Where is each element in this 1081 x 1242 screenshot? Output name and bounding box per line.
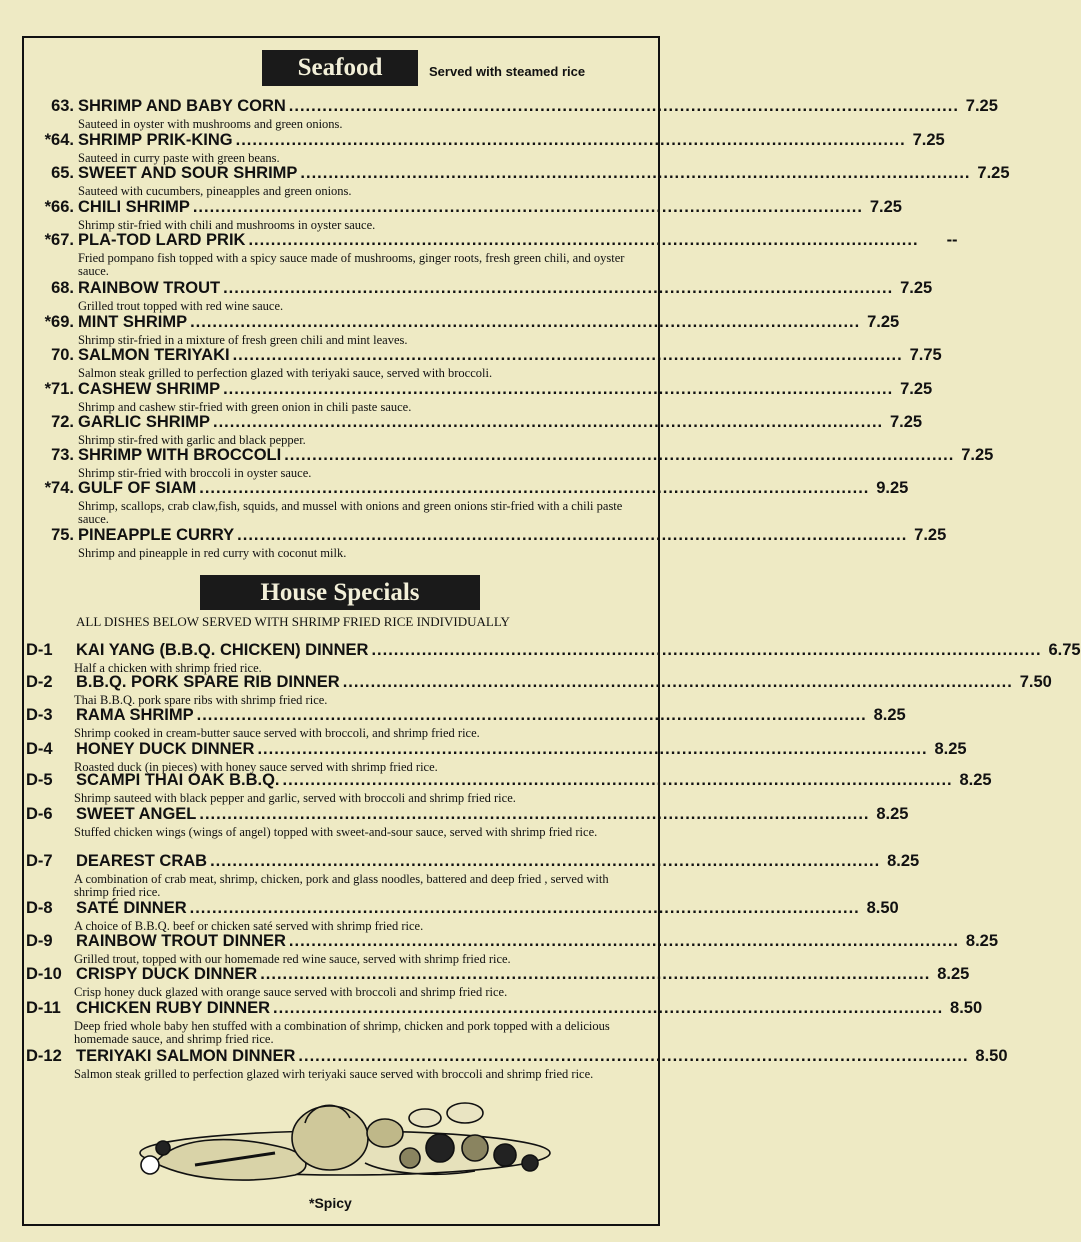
house-menu-item: [26, 851, 920, 899]
item-name: SHRIMP PRIK-KING: [78, 131, 233, 149]
house-menu-item: [26, 770, 992, 805]
item-number: *67.: [44, 231, 74, 249]
item-name: DEAREST CRAB: [76, 852, 208, 870]
item-number: D-11: [26, 999, 61, 1017]
dot-leader: ........................................................................................................................: [260, 965, 931, 983]
dot-leader: ........................................................................................................................: [342, 673, 1013, 691]
item-number: 70.: [51, 346, 74, 364]
house-menu-item: [26, 998, 983, 1046]
item-number: D-12: [26, 1047, 62, 1065]
item-name: PINEAPPLE CURRY: [78, 526, 235, 544]
item-name: GULF OF SIAM: [78, 479, 197, 497]
seafood-menu-item: [26, 96, 998, 131]
item-number: 73.: [51, 446, 74, 464]
item-description: Shrimp and cashew stir-fried with green onion in chili paste sauce.: [78, 400, 412, 414]
house-menu-item: [26, 705, 906, 740]
item-name: RAINBOW TROUT: [78, 279, 221, 297]
item-number: *66.: [44, 198, 74, 216]
seafood-menu-item: [26, 345, 942, 380]
item-price: 7.25: [900, 279, 933, 297]
seafood-menu-item: [26, 445, 994, 480]
item-price: 8.25: [937, 965, 970, 983]
item-number: 68.: [51, 279, 74, 297]
item-name: CHICKEN RUBY DINNER: [76, 999, 271, 1017]
item-name: SCAMPI THAI OAK B.B.Q.: [76, 771, 280, 789]
house-menu-item: [26, 964, 970, 999]
item-name: RAMA SHRIMP: [76, 706, 194, 724]
dot-leader: ........................................................................................................................: [190, 313, 861, 331]
item-number: D-10: [26, 965, 62, 983]
dot-leader: ........................................................................................................................: [210, 852, 881, 870]
house-menu-item: [26, 804, 909, 839]
dot-leader: ........................................................................................................................: [199, 479, 870, 497]
house-menu-item: [26, 931, 999, 966]
item-name: PLA-TOD LARD PRIK: [78, 231, 246, 249]
dot-leader: ........................................................................................................................: [223, 279, 894, 297]
item-price: 7.25: [965, 97, 998, 115]
item-price: 7.25: [914, 526, 947, 544]
item-description: Grilled trout topped with red wine sauce.: [78, 299, 284, 313]
item-description: Roasted duck (in pieces) with honey sauce served with shrimp fried rice.: [74, 760, 438, 774]
item-name: B.B.Q. PORK SPARE RIB DINNER: [76, 673, 340, 691]
item-name: RAINBOW TROUT DINNER: [76, 932, 286, 950]
item-description: Shrimp stir-fried with broccoli in oyster sauce.: [78, 466, 312, 480]
item-name: CRISPY DUCK DINNER: [76, 965, 258, 983]
item-description: Sauteed in oyster with mushrooms and green onions.: [78, 117, 343, 131]
item-number: *69.: [44, 313, 74, 331]
dot-leader: ........................................................................................................................: [237, 526, 908, 544]
item-number: 63.: [51, 97, 74, 115]
item-number: D-5: [26, 771, 53, 789]
seafood-menu-item: [26, 163, 1010, 198]
item-price: 7.25: [889, 413, 923, 431]
house-menu-item: [26, 640, 1081, 675]
item-description: Crisp honey duck glazed with orange sauce served with broccoli and shrimp fried rice.: [74, 985, 508, 999]
dot-leader: ........................................................................................................................: [196, 706, 867, 724]
item-number: D-8: [26, 899, 53, 917]
item-number: *74.: [44, 479, 74, 497]
item-description: Sauteed in curry paste with green beans.: [78, 151, 280, 165]
item-name: MINT SHRIMP: [78, 313, 188, 331]
item-number: D-6: [26, 805, 53, 823]
item-price: 7.25: [900, 380, 933, 398]
item-number: D-9: [26, 932, 53, 950]
item-description: Shrimp cooked in cream-butter sauce served with broccoli, and shrimp fried rice.: [74, 726, 480, 740]
seafood-banner: Seafood: [262, 50, 418, 86]
item-price: 7.50: [1019, 673, 1052, 691]
item-number: D-4: [26, 740, 53, 758]
item-description: A choice of B.B.Q. beef or chicken saté served with shrimp fried rice.: [74, 919, 424, 933]
house-menu-item: [26, 739, 967, 774]
item-number: D-7: [26, 852, 53, 870]
food-illustration-icon: [135, 1093, 555, 1188]
item-price: 8.25: [965, 932, 999, 950]
item-description: Deep fried whole baby hen stuffed with a combination of shrimp, chicken and pork topped with a delicious homemade sauce, and shrimp fried rice.: [74, 1019, 610, 1046]
item-name: CHILI SHRIMP: [78, 198, 190, 216]
seafood-menu-item: [26, 197, 902, 232]
item-price: --: [946, 231, 958, 249]
house-specials-banner: House Specials: [200, 575, 480, 610]
item-description: Sauteed with cucumbers, pineapples and green onions.: [78, 184, 352, 198]
dot-leader: ........................................................................................................................: [232, 346, 903, 364]
item-name: SATÉ DINNER: [76, 899, 187, 917]
item-name: TERIYAKI SALMON DINNER: [76, 1047, 296, 1065]
item-price: 8.25: [873, 706, 906, 724]
dot-leader: ........................................................................................................................: [284, 446, 955, 464]
seafood-menu-item: [26, 379, 933, 414]
item-description: Shrimp stir-fried in a mixture of fresh green chili and mint leaves.: [78, 333, 408, 347]
item-number: 65.: [51, 164, 74, 182]
item-number: D-2: [26, 673, 53, 691]
seafood-menu-item: [26, 230, 958, 278]
item-description: Shrimp, scallops, crab claw,fish, squids, and mussel with onions and green onions stir-fried with a chili paste sauce.: [78, 499, 623, 526]
dot-leader: ........................................................................................................................: [257, 740, 928, 758]
item-price: 7.25: [961, 446, 994, 464]
seafood-note: Served with steamed rice: [429, 64, 586, 79]
item-price: 9.25: [876, 479, 909, 497]
house-menu-item: [26, 898, 899, 933]
dot-leader: ........................................................................................................................: [282, 771, 953, 789]
item-price: 7.25: [867, 313, 900, 331]
dot-leader: ........................................................................................................................: [288, 97, 959, 115]
item-name: GARLIC SHRIMP: [78, 413, 210, 431]
item-description: Grilled trout, topped with our homemade red wine sauce, served with shrimp fried rice.: [74, 952, 511, 966]
item-description: Shrimp stir-fred with garlic and black pepper.: [78, 433, 306, 447]
item-name: HONEY DUCK DINNER: [76, 740, 255, 758]
seafood-menu-item: [26, 525, 947, 560]
item-number: D-3: [26, 706, 53, 724]
seafood-menu-item: [26, 312, 900, 347]
item-number: *64.: [44, 131, 74, 149]
dot-leader: ........................................................................................................................: [235, 131, 906, 149]
item-description: Thai B.B.Q. pork spare ribs with shrimp fried rice.: [74, 693, 328, 707]
item-price: 7.25: [977, 164, 1010, 182]
dot-leader: ........................................................................................................................: [248, 231, 919, 249]
house-specials-note: ALL DISHES BELOW SERVED WITH SHRIMP FRIED RICE INDIVIDUALLY: [76, 614, 510, 629]
item-price: 8.50: [975, 1047, 1008, 1065]
item-price: 7.75: [909, 346, 942, 364]
dot-leader: ........................................................................................................................: [189, 899, 860, 917]
dot-leader: ........................................................................................................................: [199, 805, 870, 823]
spicy-legend: *Spicy: [309, 1195, 352, 1211]
item-number: D-1: [26, 641, 53, 659]
item-price: 8.25: [887, 852, 920, 870]
dot-leader: ........................................................................................................................: [298, 1047, 969, 1065]
dot-leader: ........................................................................................................................: [300, 164, 971, 182]
seafood-menu-item: [26, 412, 923, 447]
dot-leader: ........................................................................................................................: [223, 380, 894, 398]
seafood-menu-item: [26, 278, 933, 313]
house-menu-item: [26, 1046, 1008, 1081]
item-description: Shrimp and pineapple in red curry with coconut milk.: [78, 546, 347, 560]
dot-leader: ........................................................................................................................: [288, 932, 960, 950]
item-description: Shrimp sauteed with black pepper and garlic, served with broccoli and shrimp fried rice.: [74, 791, 516, 805]
item-number: 75.: [51, 526, 74, 544]
house-menu-item: [26, 672, 1052, 707]
item-price: 8.25: [959, 771, 992, 789]
item-price: 8.50: [950, 999, 983, 1017]
item-name: SALMON TERIYAKI: [78, 346, 230, 364]
item-number: 72.: [51, 413, 74, 431]
item-name: SWEET ANGEL: [76, 805, 197, 823]
item-description: Stuffed chicken wings (wings of angel) topped with sweet-and-sour sauce, served with shrimp fried rice.: [74, 825, 598, 839]
item-name: KAI YANG (B.B.Q. CHICKEN) DINNER: [76, 641, 369, 659]
item-price: 7.25: [912, 131, 945, 149]
item-number: *71.: [44, 380, 74, 398]
seafood-menu-item: [26, 130, 945, 165]
item-description: Salmon steak grilled to perfection glazed with teriyaki sauce, served with broccoli.: [78, 366, 493, 380]
item-description: Salmon steak grilled to perfection glazed wirh teriyaki sauce served with broccoli and shrimp fried rice.: [74, 1067, 594, 1081]
item-name: SHRIMP WITH BROCCOLI: [78, 446, 282, 464]
item-description: Fried pompano fish topped with a spicy sauce made of mushrooms, ginger roots, fresh green chili, and oyster sauce.: [78, 251, 625, 278]
dot-leader: ........................................................................................................................: [192, 198, 863, 216]
dot-leader: ........................................................................................................................: [371, 641, 1042, 659]
item-description: A combination of crab meat, shrimp, chicken, pork and glass noodles, battered and deep fried , served with shrimp fried rice.: [74, 872, 609, 899]
item-description: Shrimp stir-fried with chili and mushrooms in oyster sauce.: [78, 218, 376, 232]
seafood-menu-item: [26, 478, 909, 526]
item-price: 8.50: [866, 899, 899, 917]
dot-leader: ........................................................................................................................: [273, 999, 944, 1017]
dot-leader: ........................................................................................................................: [213, 413, 884, 431]
item-description: Half a chicken with shrimp fried rice.: [74, 661, 262, 675]
item-price: 8.25: [876, 805, 909, 823]
item-name: SWEET AND SOUR SHRIMP: [78, 164, 298, 182]
item-name: CASHEW SHRIMP: [78, 380, 221, 398]
item-price: 7.25: [869, 198, 902, 216]
item-price: 8.25: [934, 740, 967, 758]
item-name: SHRIMP AND BABY CORN: [78, 97, 286, 115]
item-price: 6.75: [1048, 641, 1081, 659]
